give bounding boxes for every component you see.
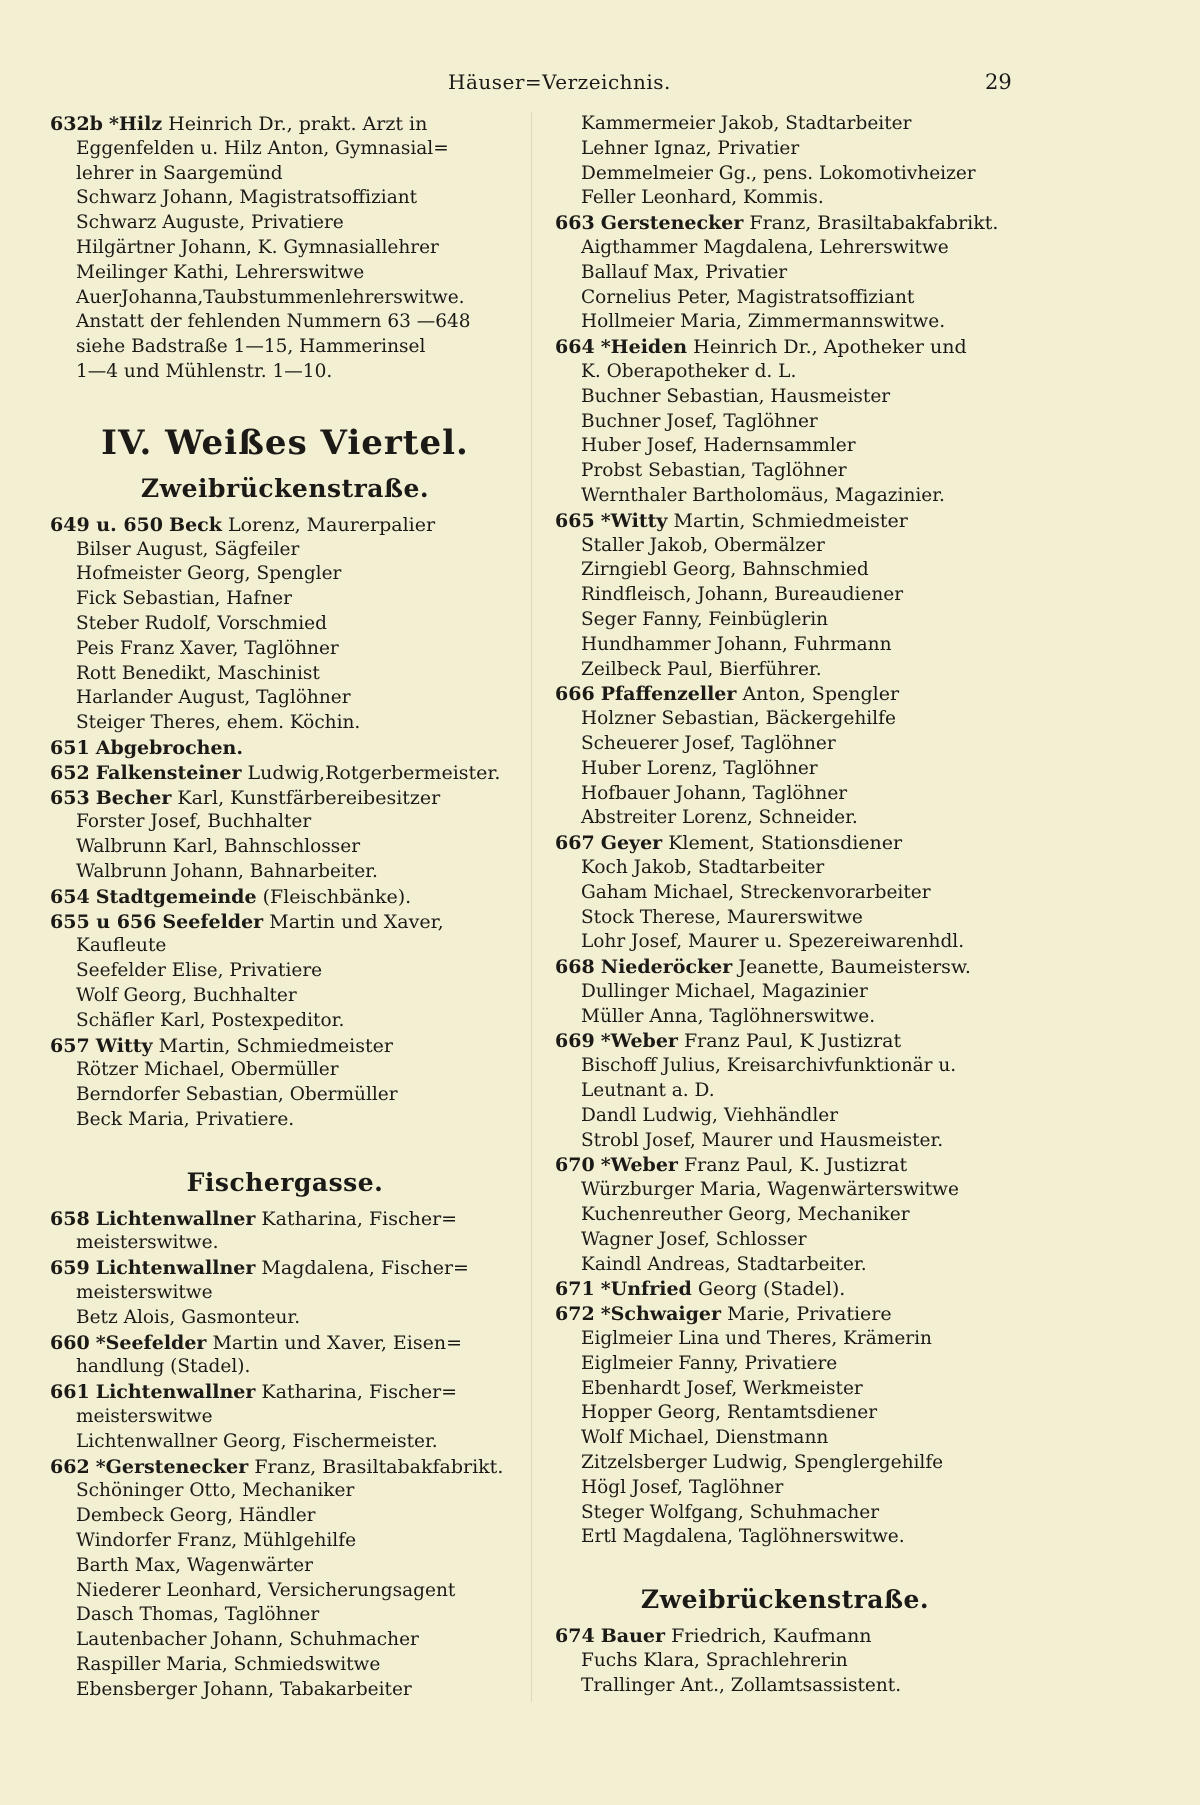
house-number: 665 xyxy=(555,509,595,532)
house-number: 653 xyxy=(50,786,90,809)
owner-surname: Niederöcker xyxy=(600,956,733,979)
house-entry xyxy=(555,955,1015,980)
resident-line: Ertl Magdalena, Taglöhnerswitwe. xyxy=(581,1526,905,1548)
house-number: 663 xyxy=(555,212,595,235)
intro-block xyxy=(50,112,520,186)
entry-continuation: meisterswitwe. xyxy=(76,1232,219,1254)
resident-line: Würzburger Maria, Wagenwärterswitwe xyxy=(581,1179,959,1201)
owner-details: Lorenz, Maurerpalier xyxy=(227,513,436,536)
house-number: 658 xyxy=(50,1207,90,1230)
street-entries xyxy=(50,1207,520,1703)
owner-surname: *Seefelder xyxy=(95,1331,207,1354)
house-entry xyxy=(555,1277,1015,1302)
resident-line: Lehner Ignaz, Privatier xyxy=(581,137,800,159)
owner-surname: Stadtgemeinde xyxy=(95,885,257,908)
resident-line: Huber Lorenz, Taglöhner xyxy=(581,757,818,779)
resident-line: Aigthammer Magdalena, Lehrerswitwe xyxy=(581,236,949,258)
owner-surname: Lichtenwallner xyxy=(95,1257,256,1280)
house-entry xyxy=(50,1331,520,1381)
page-header-title: Häuser=Verzeichnis. xyxy=(448,70,671,94)
house-number: 668 xyxy=(555,956,595,979)
street-title-zweibrueckenstrasse: Zweibrückenstraße. xyxy=(140,473,430,503)
carry-residents xyxy=(555,112,1015,211)
house-number: 632b xyxy=(50,113,103,135)
owner-surname: Becher xyxy=(95,786,172,809)
page-number: 29 xyxy=(985,70,1012,94)
resident-line: Wagner Josef, Schlosser xyxy=(581,1228,807,1250)
resident-line: Steber Rudolf, Vorschmied xyxy=(76,612,327,634)
house-entry xyxy=(555,1029,1015,1054)
house-number: 670 xyxy=(555,1154,595,1177)
resident-line: Kammermeier Jakob, Stadtarbeiter xyxy=(581,113,912,134)
house-entry xyxy=(50,885,520,910)
house-entry xyxy=(50,786,520,811)
owner-surname: *Hilz xyxy=(109,113,163,135)
house-entry xyxy=(50,736,520,761)
owner-details: Jeanette, Baumeistersw. xyxy=(738,956,971,979)
owner-surname: Witty xyxy=(95,1034,153,1057)
entry-continuation: lehrer in Saargemünd xyxy=(76,162,283,184)
resident-line: Rindfleisch, Johann, Bureaudiener xyxy=(581,584,904,606)
resident-line: Fuchs Klara, Sprachlehrerin xyxy=(581,1650,848,1672)
column-divider xyxy=(531,112,532,1702)
resident-line: Beck Maria, Privatiere. xyxy=(76,1108,295,1130)
resident-line: Koch Jakob, Stadtarbeiter xyxy=(581,856,825,878)
owner-details: Marie, Privatiere xyxy=(727,1303,892,1326)
resident-line: Rötzer Michael, Obermüller xyxy=(76,1059,339,1081)
resident-line: Scheuerer Josef, Taglöhner xyxy=(581,732,836,754)
owner-details: Martin und Xaver, Eisen= xyxy=(212,1331,463,1354)
owner-surname: Bauer xyxy=(600,1625,666,1648)
resident-line: Schäfler Karl, Postexpeditor. xyxy=(76,1009,345,1031)
house-number: 666 xyxy=(555,683,595,706)
owner-details: Martin und Xaver, xyxy=(269,910,444,933)
resident-line: Abstreiter Lorenz, Schneider. xyxy=(581,807,858,829)
resident-line: Walbrunn Karl, Bahnschlosser xyxy=(76,836,361,858)
house-number: 672 xyxy=(555,1303,595,1326)
owner-surname: *Weber xyxy=(600,1154,678,1177)
resident-line: Kaindl Andreas, Stadtarbeiter. xyxy=(581,1253,867,1275)
resident-line: Dembeck Georg, Händler xyxy=(76,1505,316,1527)
resident-line: Lautenbacher Johann, Schuhmacher xyxy=(76,1629,419,1651)
resident-line: Buchner Sebastian, Hausmeister xyxy=(581,385,891,407)
resident-line: Dullinger Michael, Magazinier xyxy=(581,980,868,1002)
resident-line: Anstatt der fehlenden Nummern 63 —648 xyxy=(76,311,471,333)
resident-line: Zeilbeck Paul, Bierführer. xyxy=(581,658,822,680)
resident-line: Demmelmeier Gg., pens. Lokomotivheizer xyxy=(581,162,976,184)
owner-surname: Lichtenwallner xyxy=(95,1207,256,1230)
resident-line: Probst Sebastian, Taglöhner xyxy=(581,460,847,482)
house-number: 652 xyxy=(50,761,90,784)
resident-line: Wernthaler Bartholomäus, Magazinier. xyxy=(581,484,945,506)
resident-line: Seefelder Elise, Privatiere xyxy=(76,960,323,982)
owner-surname: Geyer xyxy=(600,832,663,855)
entry-continuation: handlung (Stadel). xyxy=(76,1356,251,1378)
resident-line: Feller Leonhard, Kommis. xyxy=(581,187,824,209)
owner-details: (Fleischbänke). xyxy=(262,885,412,908)
resident-line: Rott Benedikt, Maschinist xyxy=(76,662,320,684)
section-title: IV. Weißes Viertel. xyxy=(101,422,469,463)
house-number: 662 xyxy=(50,1455,90,1478)
resident-line: Ebenhardt Josef, Werkmeister xyxy=(581,1377,863,1399)
house-entry xyxy=(50,1034,520,1059)
entry-continuation: Kaufleute xyxy=(76,935,167,957)
owner-surname: *Gerstenecker xyxy=(95,1455,249,1478)
house-entry xyxy=(555,831,1015,856)
resident-line: Zitzelsberger Ludwig, Spenglergehilfe xyxy=(581,1452,944,1474)
owner-details: Friedrich, Kaufmann xyxy=(671,1625,872,1648)
owner-surname: Seefelder xyxy=(162,910,264,933)
house-entry xyxy=(50,1455,520,1480)
resident-line: Walbrunn Johann, Bahnarbeiter. xyxy=(76,860,378,882)
resident-line: Holzner Sebastian, Bäckergehilfe xyxy=(581,708,896,730)
owner-surname: *Heiden xyxy=(600,336,688,359)
owner-details: Franz Paul, K Justizrat xyxy=(683,1030,902,1053)
resident-line: Hollmeier Maria, Zimmermannswitwe. xyxy=(581,311,946,333)
running-head xyxy=(0,70,1200,102)
resident-line: Berndorfer Sebastian, Obermüller xyxy=(76,1084,398,1106)
house-number: 674 xyxy=(555,1625,595,1648)
house-number: 660 xyxy=(50,1331,90,1354)
house-entry xyxy=(555,1302,1015,1327)
right-column xyxy=(555,112,1015,1699)
entry-continuation: K. Oberapotheker d. L. xyxy=(581,360,797,382)
owner-surname: *Schwaiger xyxy=(600,1303,722,1326)
resident-line: Peis Franz Xaver, Taglöhner xyxy=(76,637,339,659)
owner-surname: *Witty xyxy=(600,509,668,532)
owner-details: Katharina, Fischer= xyxy=(261,1381,458,1404)
left-column xyxy=(50,112,520,1703)
house-number: 657 xyxy=(50,1034,90,1057)
house-number: 661 xyxy=(50,1381,90,1404)
house-entry xyxy=(50,513,520,538)
resident-line: Wolf Georg, Buchhalter xyxy=(76,984,297,1006)
resident-line: Niederer Leonhard, Versicherungsagent xyxy=(76,1579,456,1601)
house-number: 654 xyxy=(50,885,90,908)
owner-surname: Falkensteiner xyxy=(95,761,242,784)
resident-line: Schwarz Auguste, Privatiere xyxy=(76,212,344,234)
resident-line: Hilgärtner Johann, K. Gymnasiallehrer xyxy=(76,236,439,258)
owner-details: Heinrich Dr., Apotheker und xyxy=(693,336,967,359)
resident-line: Gaham Michael, Streckenvorarbeiter xyxy=(581,881,931,903)
resident-line: Schwarz Johann, Magistratsoffiziant xyxy=(76,187,418,209)
resident-line: AuerJohanna,Taubstummenlehrerswitwe. xyxy=(76,286,465,308)
resident-line: Hofbauer Johann, Taglöhner xyxy=(581,782,848,804)
resident-line: Hofmeister Georg, Spengler xyxy=(76,563,342,585)
resident-line: Huber Josef, Hadernsammler xyxy=(581,435,856,457)
resident-line: Bischoff Julius, Kreisarchivfunktionär u. xyxy=(581,1055,957,1077)
entry-continuation: meisterswitwe xyxy=(76,1282,213,1304)
street-entries xyxy=(555,1624,1015,1698)
resident-line: Ebensberger Johann, Tabakarbeiter xyxy=(76,1678,412,1700)
resident-line: Müller Anna, Taglöhnerswitwe. xyxy=(581,1005,876,1027)
house-number: 667 xyxy=(555,832,595,855)
resident-line: Zirngiebl Georg, Bahnschmied xyxy=(581,559,869,581)
resident-line: Stock Therese, Maurerswitwe xyxy=(581,906,863,928)
resident-line: Steger Wolfgang, Schuhmacher xyxy=(581,1501,880,1523)
resident-line: Steiger Theres, ehem. Köchin. xyxy=(76,712,361,734)
owner-details: Martin, Schmiedmeister xyxy=(673,509,908,532)
resident-line: Dasch Thomas, Taglöhner xyxy=(76,1604,320,1626)
resident-line: Forster Josef, Buchhalter xyxy=(76,811,312,833)
resident-line: Barth Max, Wagenwärter xyxy=(76,1554,313,1576)
house-entry xyxy=(555,1153,1015,1178)
resident-line: Lichtenwallner Georg, Fischermeister. xyxy=(76,1430,438,1452)
resident-line: Högl Josef, Taglöhner xyxy=(581,1476,784,1498)
resident-line: Schöninger Otto, Mechaniker xyxy=(76,1480,355,1502)
house-entry xyxy=(555,335,1015,385)
house-entry xyxy=(50,1256,520,1306)
street-title-zweibrueckenstrasse-2: Zweibrückenstraße. xyxy=(640,1585,930,1615)
house-number: 669 xyxy=(555,1030,595,1053)
house-entry xyxy=(555,509,1015,534)
house-entry xyxy=(50,910,520,960)
owner-details: Franz Paul, K. Justizrat xyxy=(683,1154,908,1177)
resident-line: Cornelius Peter, Magistratsoffiziant xyxy=(581,286,915,308)
house-entry xyxy=(555,211,1015,236)
resident-line: Strobl Josef, Maurer und Hausmeister. xyxy=(581,1129,944,1151)
resident-line: Lohr Josef, Maurer u. Spezereiwarenhdl. xyxy=(581,931,965,953)
house-number: 671 xyxy=(555,1278,595,1301)
house-entry xyxy=(50,761,520,786)
resident-line: Windorfer Franz, Mühlgehilfe xyxy=(76,1530,357,1552)
owner-surname: Beck xyxy=(169,513,222,536)
owner-details: Katharina, Fischer= xyxy=(261,1207,458,1230)
owner-details: Magdalena, Fischer= xyxy=(261,1257,469,1280)
entry-continuation: meisterswitwe xyxy=(76,1406,213,1428)
resident-line: Wolf Michael, Dienstmann xyxy=(581,1427,829,1449)
owner-surname: *Weber xyxy=(600,1030,678,1053)
owner-details: Karl, Kunstfärbereibesitzer xyxy=(177,786,441,809)
house-entry xyxy=(50,112,520,186)
resident-line: Staller Jakob, Obermälzer xyxy=(581,534,825,556)
resident-line: Seger Fanny, Feinbüglerin xyxy=(581,608,829,630)
resident-line: Harlander August, Taglöhner xyxy=(76,687,351,709)
resident-line: siehe Badstraße 1—15, Hammerinsel xyxy=(76,336,426,358)
resident-line: Eiglmeier Fanny, Privatiere xyxy=(581,1352,838,1374)
resident-line: Dandl Ludwig, Viehhändler xyxy=(581,1104,839,1126)
resident-line: Eiglmeier Lina und Theres, Krämerin xyxy=(581,1328,932,1350)
resident-line: Kuchenreuther Georg, Mechaniker xyxy=(581,1204,910,1226)
house-entry xyxy=(555,682,1015,707)
owner-details: Ludwig,Rotgerbermeister. xyxy=(247,761,501,784)
owner-surname: Pfaffenzeller xyxy=(600,683,737,706)
house-number: 649 u. 650 xyxy=(50,513,163,536)
owner-surname: Abgebrochen. xyxy=(95,736,243,759)
entry-continuation: Eggenfelden u. Hilz Anton, Gymnasial= xyxy=(76,137,449,159)
street-title-fischergasse: Fischergasse. xyxy=(186,1167,384,1197)
resident-line: Buchner Josef, Taglöhner xyxy=(581,410,818,432)
resident-line: Meilinger Kathi, Lehrerswitwe xyxy=(76,261,365,283)
street-entries xyxy=(50,513,520,1133)
resident-line: Betz Alois, Gasmonteur. xyxy=(76,1306,301,1328)
owner-details: Klement, Stationsdiener xyxy=(668,832,903,855)
resident-line: Trallinger Ant., Zollamtsassistent. xyxy=(581,1674,902,1696)
resident-line: Ballauf Max, Privatier xyxy=(581,261,788,283)
house-entry xyxy=(50,1380,520,1430)
owner-details: Heinrich Dr., prakt. Arzt in xyxy=(168,113,428,135)
resident-line: 1—4 und Mühlenstr. 1—10. xyxy=(76,360,333,382)
house-number: 655 u 656 xyxy=(50,910,157,933)
resident-line: Leutnant a. D. xyxy=(581,1080,715,1102)
owner-details: Franz, Brasiltabakfabrikt. xyxy=(749,212,999,235)
owner-details: Franz, Brasiltabakfabrikt. xyxy=(254,1455,504,1478)
owner-surname: *Unfried xyxy=(600,1278,692,1301)
intro-residents xyxy=(50,186,520,384)
resident-line: Fick Sebastian, Hafner xyxy=(76,588,292,610)
house-number: 659 xyxy=(50,1257,90,1280)
house-entry xyxy=(50,1207,520,1257)
house-entries xyxy=(555,211,1015,1550)
resident-line: Hundhammer Johann, Fuhrmann xyxy=(581,633,892,655)
house-number: 664 xyxy=(555,336,595,359)
resident-line: Raspiller Maria, Schmiedswitwe xyxy=(76,1654,381,1676)
owner-surname: Gerstenecker xyxy=(600,212,744,235)
owner-details: Martin, Schmiedmeister xyxy=(158,1034,393,1057)
owner-details: Georg (Stadel). xyxy=(697,1278,846,1301)
owner-surname: Lichtenwallner xyxy=(95,1381,256,1404)
resident-line: Bilser August, Sägfeiler xyxy=(76,538,300,560)
owner-details: Anton, Spengler xyxy=(742,683,900,706)
house-number: 651 xyxy=(50,736,90,759)
house-entry xyxy=(555,1624,1015,1649)
resident-line: Hopper Georg, Rentamtsdiener xyxy=(581,1402,878,1424)
